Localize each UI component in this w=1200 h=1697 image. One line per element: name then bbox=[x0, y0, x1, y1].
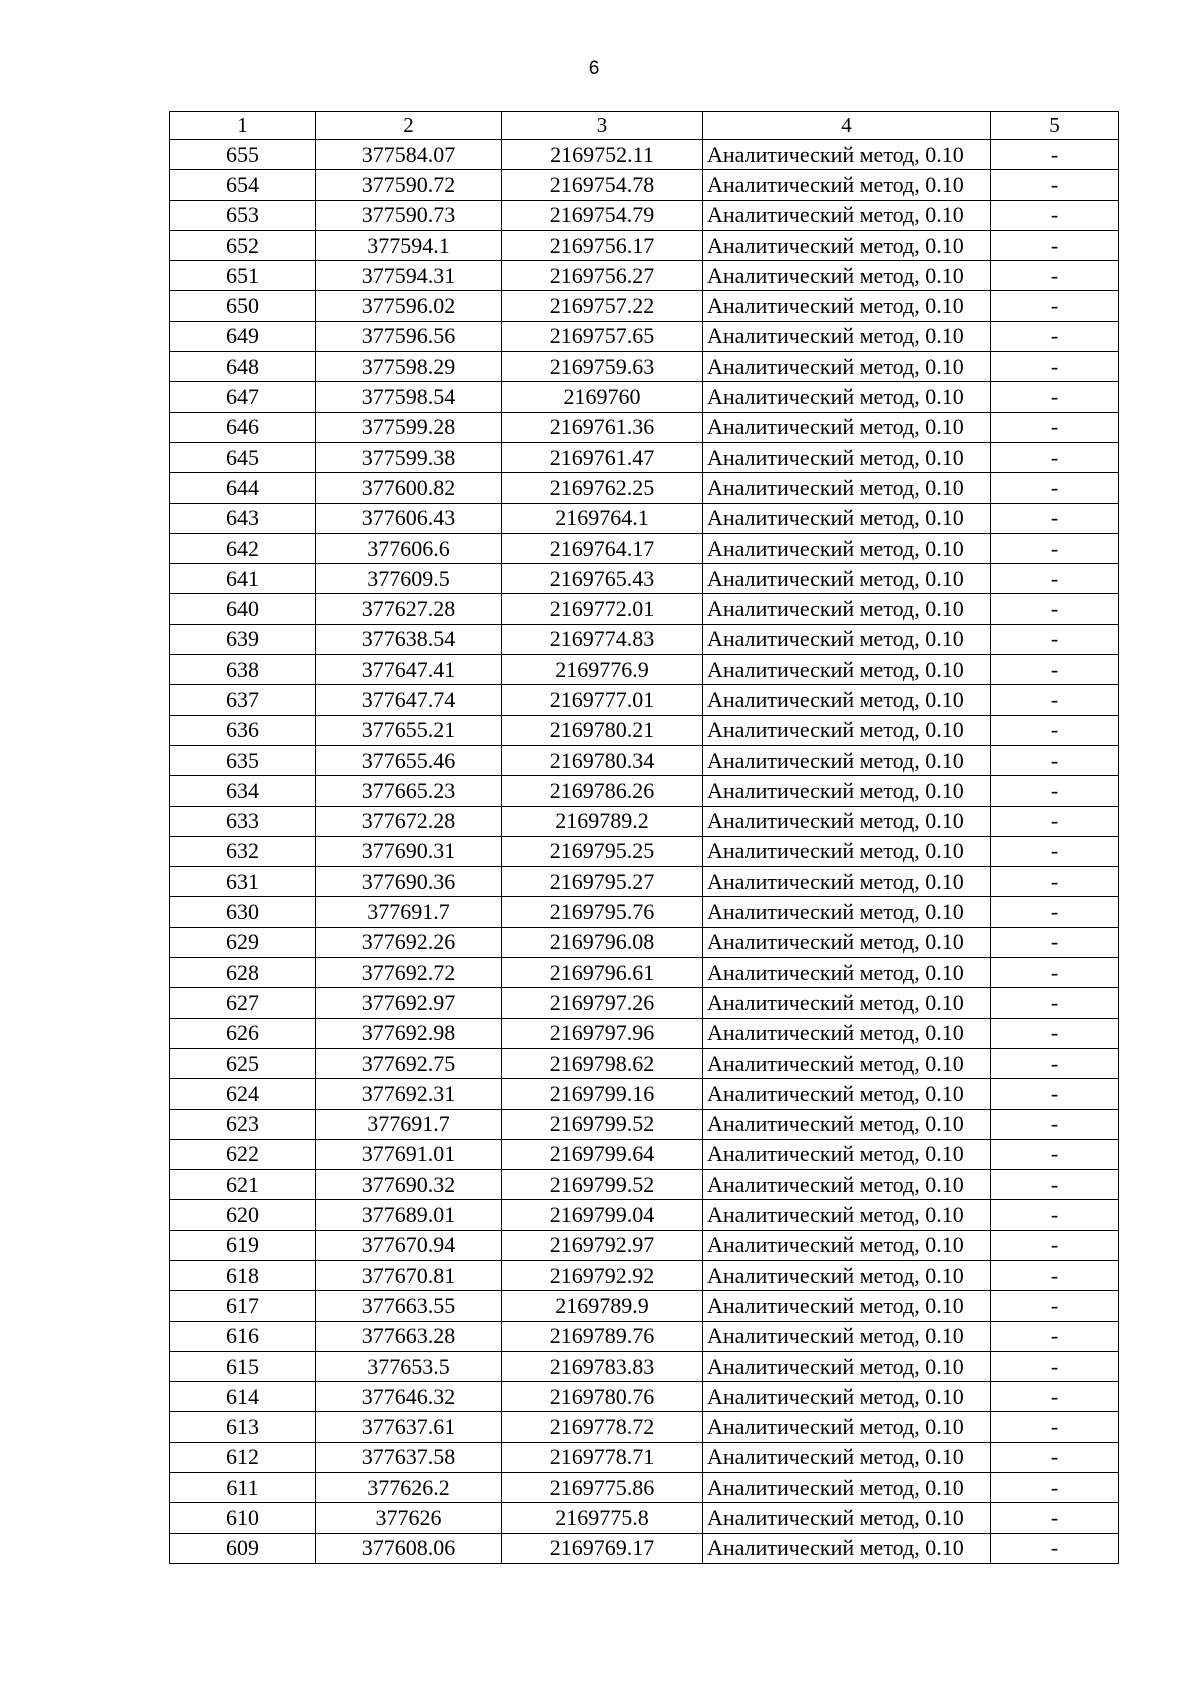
y-coordinate-cell: 2169795.76 bbox=[502, 897, 703, 927]
note-cell: - bbox=[991, 594, 1119, 624]
x-coordinate-cell: 377598.54 bbox=[316, 382, 502, 412]
y-coordinate-cell: 2169786.26 bbox=[502, 776, 703, 806]
note-cell: - bbox=[991, 291, 1119, 321]
note-cell: - bbox=[991, 624, 1119, 654]
table-row bbox=[170, 261, 1119, 291]
y-coordinate-cell: 2169783.83 bbox=[502, 1351, 703, 1381]
point-number-cell: 610 bbox=[170, 1503, 316, 1533]
x-coordinate-cell: 377692.98 bbox=[316, 1018, 502, 1048]
method-cell: Аналитический метод, 0.10 bbox=[703, 230, 991, 260]
table-row bbox=[170, 564, 1119, 594]
y-coordinate-cell: 2169756.27 bbox=[502, 261, 703, 291]
table-row bbox=[170, 958, 1119, 988]
note-cell: - bbox=[991, 200, 1119, 230]
header-cell-1: 1 bbox=[170, 112, 316, 140]
method-cell: Аналитический метод, 0.10 bbox=[703, 1109, 991, 1139]
note-cell: - bbox=[991, 897, 1119, 927]
x-coordinate-cell: 377596.02 bbox=[316, 291, 502, 321]
point-number-cell: 609 bbox=[170, 1533, 316, 1563]
y-coordinate-cell: 2169796.08 bbox=[502, 927, 703, 957]
method-cell: Аналитический метод, 0.10 bbox=[703, 352, 991, 382]
y-coordinate-cell: 2169754.79 bbox=[502, 200, 703, 230]
table-header-row bbox=[170, 112, 1119, 140]
y-coordinate-cell: 2169757.65 bbox=[502, 321, 703, 351]
note-cell: - bbox=[991, 988, 1119, 1018]
method-cell: Аналитический метод, 0.10 bbox=[703, 806, 991, 836]
x-coordinate-cell: 377599.38 bbox=[316, 442, 502, 472]
x-coordinate-cell: 377594.1 bbox=[316, 230, 502, 260]
method-cell: Аналитический метод, 0.10 bbox=[703, 1079, 991, 1109]
y-coordinate-cell: 2169797.96 bbox=[502, 1018, 703, 1048]
x-coordinate-cell: 377596.56 bbox=[316, 321, 502, 351]
point-number-cell: 611 bbox=[170, 1473, 316, 1503]
table-row bbox=[170, 503, 1119, 533]
method-cell: Аналитический метод, 0.10 bbox=[703, 291, 991, 321]
x-coordinate-cell: 377590.72 bbox=[316, 170, 502, 200]
y-coordinate-cell: 2169796.61 bbox=[502, 958, 703, 988]
point-number-cell: 654 bbox=[170, 170, 316, 200]
note-cell: - bbox=[991, 1260, 1119, 1290]
table-row bbox=[170, 1291, 1119, 1321]
note-cell: - bbox=[991, 382, 1119, 412]
point-number-cell: 648 bbox=[170, 352, 316, 382]
point-number-cell: 620 bbox=[170, 1200, 316, 1230]
x-coordinate-cell: 377670.81 bbox=[316, 1260, 502, 1290]
y-coordinate-cell: 2169765.43 bbox=[502, 564, 703, 594]
method-cell: Аналитический метод, 0.10 bbox=[703, 1170, 991, 1200]
point-number-cell: 635 bbox=[170, 745, 316, 775]
note-cell: - bbox=[991, 1170, 1119, 1200]
table-row bbox=[170, 140, 1119, 170]
y-coordinate-cell: 2169754.78 bbox=[502, 170, 703, 200]
point-number-cell: 640 bbox=[170, 594, 316, 624]
note-cell: - bbox=[991, 685, 1119, 715]
y-coordinate-cell: 2169780.76 bbox=[502, 1382, 703, 1412]
note-cell: - bbox=[991, 412, 1119, 442]
note-cell: - bbox=[991, 1382, 1119, 1412]
method-cell: Аналитический метод, 0.10 bbox=[703, 564, 991, 594]
note-cell: - bbox=[991, 776, 1119, 806]
note-cell: - bbox=[991, 564, 1119, 594]
point-number-cell: 634 bbox=[170, 776, 316, 806]
method-cell: Аналитический метод, 0.10 bbox=[703, 473, 991, 503]
x-coordinate-cell: 377606.6 bbox=[316, 533, 502, 563]
table-row bbox=[170, 594, 1119, 624]
note-cell: - bbox=[991, 1291, 1119, 1321]
y-coordinate-cell: 2169752.11 bbox=[502, 140, 703, 170]
x-coordinate-cell: 377606.43 bbox=[316, 503, 502, 533]
method-cell: Аналитический метод, 0.10 bbox=[703, 1382, 991, 1412]
table-row bbox=[170, 685, 1119, 715]
point-number-cell: 641 bbox=[170, 564, 316, 594]
table-row bbox=[170, 1018, 1119, 1048]
note-cell: - bbox=[991, 1412, 1119, 1442]
x-coordinate-cell: 377600.82 bbox=[316, 473, 502, 503]
y-coordinate-cell: 2169792.92 bbox=[502, 1260, 703, 1290]
x-coordinate-cell: 377690.32 bbox=[316, 1170, 502, 1200]
method-cell: Аналитический метод, 0.10 bbox=[703, 1200, 991, 1230]
x-coordinate-cell: 377663.28 bbox=[316, 1321, 502, 1351]
method-cell: Аналитический метод, 0.10 bbox=[703, 382, 991, 412]
point-number-cell: 642 bbox=[170, 533, 316, 563]
method-cell: Аналитический метод, 0.10 bbox=[703, 715, 991, 745]
x-coordinate-cell: 377655.46 bbox=[316, 745, 502, 775]
method-cell: Аналитический метод, 0.10 bbox=[703, 1533, 991, 1563]
y-coordinate-cell: 2169778.72 bbox=[502, 1412, 703, 1442]
method-cell: Аналитический метод, 0.10 bbox=[703, 867, 991, 897]
note-cell: - bbox=[991, 1079, 1119, 1109]
header-cell-3: 3 bbox=[502, 112, 703, 140]
x-coordinate-cell: 377608.06 bbox=[316, 1533, 502, 1563]
table-row bbox=[170, 382, 1119, 412]
point-number-cell: 639 bbox=[170, 624, 316, 654]
method-cell: Аналитический метод, 0.10 bbox=[703, 624, 991, 654]
note-cell: - bbox=[991, 1533, 1119, 1563]
x-coordinate-cell: 377692.31 bbox=[316, 1079, 502, 1109]
point-number-cell: 627 bbox=[170, 988, 316, 1018]
method-cell: Аналитический метод, 0.10 bbox=[703, 1351, 991, 1381]
point-number-cell: 643 bbox=[170, 503, 316, 533]
point-number-cell: 631 bbox=[170, 867, 316, 897]
point-number-cell: 630 bbox=[170, 897, 316, 927]
method-cell: Аналитический метод, 0.10 bbox=[703, 594, 991, 624]
table-row bbox=[170, 473, 1119, 503]
method-cell: Аналитический метод, 0.10 bbox=[703, 1230, 991, 1260]
y-coordinate-cell: 2169761.36 bbox=[502, 412, 703, 442]
method-cell: Аналитический метод, 0.10 bbox=[703, 1442, 991, 1472]
table-row bbox=[170, 1503, 1119, 1533]
x-coordinate-cell: 377646.32 bbox=[316, 1382, 502, 1412]
x-coordinate-cell: 377672.28 bbox=[316, 806, 502, 836]
method-cell: Аналитический метод, 0.10 bbox=[703, 745, 991, 775]
table-row bbox=[170, 624, 1119, 654]
method-cell: Аналитический метод, 0.10 bbox=[703, 261, 991, 291]
table-row bbox=[170, 291, 1119, 321]
table-row bbox=[170, 1321, 1119, 1351]
point-number-cell: 632 bbox=[170, 836, 316, 866]
point-number-cell: 613 bbox=[170, 1412, 316, 1442]
table-row bbox=[170, 1109, 1119, 1139]
point-number-cell: 653 bbox=[170, 200, 316, 230]
point-number-cell: 618 bbox=[170, 1260, 316, 1290]
method-cell: Аналитический метод, 0.10 bbox=[703, 1048, 991, 1078]
method-cell: Аналитический метод, 0.10 bbox=[703, 685, 991, 715]
method-cell: Аналитический метод, 0.10 bbox=[703, 1018, 991, 1048]
x-coordinate-cell: 377637.61 bbox=[316, 1412, 502, 1442]
point-number-cell: 617 bbox=[170, 1291, 316, 1321]
table-row bbox=[170, 321, 1119, 351]
note-cell: - bbox=[991, 1442, 1119, 1472]
y-coordinate-cell: 2169799.52 bbox=[502, 1109, 703, 1139]
note-cell: - bbox=[991, 1503, 1119, 1533]
y-coordinate-cell: 2169764.17 bbox=[502, 533, 703, 563]
method-cell: Аналитический метод, 0.10 bbox=[703, 1260, 991, 1290]
note-cell: - bbox=[991, 140, 1119, 170]
x-coordinate-cell: 377691.7 bbox=[316, 1109, 502, 1139]
note-cell: - bbox=[991, 1473, 1119, 1503]
point-number-cell: 615 bbox=[170, 1351, 316, 1381]
x-coordinate-cell: 377647.41 bbox=[316, 655, 502, 685]
x-coordinate-cell: 377670.94 bbox=[316, 1230, 502, 1260]
method-cell: Аналитический метод, 0.10 bbox=[703, 958, 991, 988]
table-row bbox=[170, 412, 1119, 442]
point-number-cell: 649 bbox=[170, 321, 316, 351]
y-coordinate-cell: 2169789.9 bbox=[502, 1291, 703, 1321]
note-cell: - bbox=[991, 473, 1119, 503]
point-number-cell: 645 bbox=[170, 442, 316, 472]
note-cell: - bbox=[991, 1200, 1119, 1230]
method-cell: Аналитический метод, 0.10 bbox=[703, 140, 991, 170]
x-coordinate-cell: 377691.01 bbox=[316, 1139, 502, 1169]
y-coordinate-cell: 2169769.17 bbox=[502, 1533, 703, 1563]
note-cell: - bbox=[991, 715, 1119, 745]
y-coordinate-cell: 2169777.01 bbox=[502, 685, 703, 715]
x-coordinate-cell: 377689.01 bbox=[316, 1200, 502, 1230]
x-coordinate-cell: 377692.75 bbox=[316, 1048, 502, 1078]
y-coordinate-cell: 2169774.83 bbox=[502, 624, 703, 654]
point-number-cell: 633 bbox=[170, 806, 316, 836]
y-coordinate-cell: 2169789.2 bbox=[502, 806, 703, 836]
table-row bbox=[170, 1382, 1119, 1412]
table-row bbox=[170, 1533, 1119, 1563]
y-coordinate-cell: 2169760 bbox=[502, 382, 703, 412]
method-cell: Аналитический метод, 0.10 bbox=[703, 988, 991, 1018]
note-cell: - bbox=[991, 442, 1119, 472]
y-coordinate-cell: 2169759.63 bbox=[502, 352, 703, 382]
y-coordinate-cell: 2169789.76 bbox=[502, 1321, 703, 1351]
y-coordinate-cell: 2169795.27 bbox=[502, 867, 703, 897]
point-number-cell: 655 bbox=[170, 140, 316, 170]
x-coordinate-cell: 377690.36 bbox=[316, 867, 502, 897]
table-row bbox=[170, 442, 1119, 472]
note-cell: - bbox=[991, 352, 1119, 382]
table-row bbox=[170, 170, 1119, 200]
y-coordinate-cell: 2169799.04 bbox=[502, 1200, 703, 1230]
method-cell: Аналитический метод, 0.10 bbox=[703, 776, 991, 806]
x-coordinate-cell: 377626 bbox=[316, 1503, 502, 1533]
x-coordinate-cell: 377690.31 bbox=[316, 836, 502, 866]
x-coordinate-cell: 377594.31 bbox=[316, 261, 502, 291]
note-cell: - bbox=[991, 745, 1119, 775]
point-number-cell: 624 bbox=[170, 1079, 316, 1109]
note-cell: - bbox=[991, 1139, 1119, 1169]
note-cell: - bbox=[991, 927, 1119, 957]
note-cell: - bbox=[991, 806, 1119, 836]
y-coordinate-cell: 2169795.25 bbox=[502, 836, 703, 866]
method-cell: Аналитический метод, 0.10 bbox=[703, 655, 991, 685]
table-row bbox=[170, 1351, 1119, 1381]
x-coordinate-cell: 377692.72 bbox=[316, 958, 502, 988]
y-coordinate-cell: 2169775.8 bbox=[502, 1503, 703, 1533]
table-row bbox=[170, 1412, 1119, 1442]
note-cell: - bbox=[991, 321, 1119, 351]
x-coordinate-cell: 377626.2 bbox=[316, 1473, 502, 1503]
table-row bbox=[170, 927, 1119, 957]
method-cell: Аналитический метод, 0.10 bbox=[703, 1139, 991, 1169]
table-row bbox=[170, 1079, 1119, 1109]
x-coordinate-cell: 377663.55 bbox=[316, 1291, 502, 1321]
x-coordinate-cell: 377638.54 bbox=[316, 624, 502, 654]
point-number-cell: 629 bbox=[170, 927, 316, 957]
point-number-cell: 628 bbox=[170, 958, 316, 988]
method-cell: Аналитический метод, 0.10 bbox=[703, 442, 991, 472]
method-cell: Аналитический метод, 0.10 bbox=[703, 1412, 991, 1442]
y-coordinate-cell: 2169761.47 bbox=[502, 442, 703, 472]
y-coordinate-cell: 2169780.21 bbox=[502, 715, 703, 745]
point-number-cell: 614 bbox=[170, 1382, 316, 1412]
x-coordinate-cell: 377692.97 bbox=[316, 988, 502, 1018]
x-coordinate-cell: 377691.7 bbox=[316, 897, 502, 927]
note-cell: - bbox=[991, 230, 1119, 260]
table-body bbox=[170, 140, 1119, 1564]
note-cell: - bbox=[991, 1018, 1119, 1048]
point-number-cell: 644 bbox=[170, 473, 316, 503]
table-row bbox=[170, 715, 1119, 745]
x-coordinate-cell: 377609.5 bbox=[316, 564, 502, 594]
method-cell: Аналитический метод, 0.10 bbox=[703, 503, 991, 533]
method-cell: Аналитический метод, 0.10 bbox=[703, 321, 991, 351]
header-cell-5: 5 bbox=[991, 112, 1119, 140]
note-cell: - bbox=[991, 1230, 1119, 1260]
x-coordinate-cell: 377598.29 bbox=[316, 352, 502, 382]
method-cell: Аналитический метод, 0.10 bbox=[703, 1473, 991, 1503]
y-coordinate-cell: 2169778.71 bbox=[502, 1442, 703, 1472]
y-coordinate-cell: 2169799.52 bbox=[502, 1170, 703, 1200]
table-row bbox=[170, 1139, 1119, 1169]
x-coordinate-cell: 377627.28 bbox=[316, 594, 502, 624]
note-cell: - bbox=[991, 1351, 1119, 1381]
table-row bbox=[170, 230, 1119, 260]
y-coordinate-cell: 2169762.25 bbox=[502, 473, 703, 503]
table-row bbox=[170, 745, 1119, 775]
point-number-cell: 647 bbox=[170, 382, 316, 412]
y-coordinate-cell: 2169799.64 bbox=[502, 1139, 703, 1169]
table-row bbox=[170, 1442, 1119, 1472]
note-cell: - bbox=[991, 1109, 1119, 1139]
header-cell-2: 2 bbox=[316, 112, 502, 140]
table-row bbox=[170, 897, 1119, 927]
point-number-cell: 619 bbox=[170, 1230, 316, 1260]
header-cell-4: 4 bbox=[703, 112, 991, 140]
method-cell: Аналитический метод, 0.10 bbox=[703, 200, 991, 230]
method-cell: Аналитический метод, 0.10 bbox=[703, 836, 991, 866]
note-cell: - bbox=[991, 503, 1119, 533]
y-coordinate-cell: 2169799.16 bbox=[502, 1079, 703, 1109]
method-cell: Аналитический метод, 0.10 bbox=[703, 897, 991, 927]
table-row bbox=[170, 1048, 1119, 1078]
y-coordinate-cell: 2169756.17 bbox=[502, 230, 703, 260]
method-cell: Аналитический метод, 0.10 bbox=[703, 1321, 991, 1351]
table-row bbox=[170, 200, 1119, 230]
table-row bbox=[170, 988, 1119, 1018]
table-row bbox=[170, 1200, 1119, 1230]
y-coordinate-cell: 2169764.1 bbox=[502, 503, 703, 533]
coordinates-table bbox=[169, 111, 1119, 1564]
note-cell: - bbox=[991, 533, 1119, 563]
note-cell: - bbox=[991, 867, 1119, 897]
point-number-cell: 626 bbox=[170, 1018, 316, 1048]
point-number-cell: 625 bbox=[170, 1048, 316, 1078]
point-number-cell: 622 bbox=[170, 1139, 316, 1169]
table-row bbox=[170, 1230, 1119, 1260]
note-cell: - bbox=[991, 1321, 1119, 1351]
point-number-cell: 621 bbox=[170, 1170, 316, 1200]
x-coordinate-cell: 377692.26 bbox=[316, 927, 502, 957]
y-coordinate-cell: 2169776.9 bbox=[502, 655, 703, 685]
y-coordinate-cell: 2169757.22 bbox=[502, 291, 703, 321]
x-coordinate-cell: 377599.28 bbox=[316, 412, 502, 442]
x-coordinate-cell: 377655.21 bbox=[316, 715, 502, 745]
y-coordinate-cell: 2169797.26 bbox=[502, 988, 703, 1018]
point-number-cell: 650 bbox=[170, 291, 316, 321]
table-row bbox=[170, 352, 1119, 382]
table-row bbox=[170, 1260, 1119, 1290]
point-number-cell: 652 bbox=[170, 230, 316, 260]
x-coordinate-cell: 377590.73 bbox=[316, 200, 502, 230]
point-number-cell: 646 bbox=[170, 412, 316, 442]
table-row bbox=[170, 655, 1119, 685]
table-row bbox=[170, 867, 1119, 897]
note-cell: - bbox=[991, 170, 1119, 200]
x-coordinate-cell: 377653.5 bbox=[316, 1351, 502, 1381]
table-row bbox=[170, 806, 1119, 836]
y-coordinate-cell: 2169780.34 bbox=[502, 745, 703, 775]
x-coordinate-cell: 377647.74 bbox=[316, 685, 502, 715]
note-cell: - bbox=[991, 261, 1119, 291]
table-row bbox=[170, 836, 1119, 866]
note-cell: - bbox=[991, 958, 1119, 988]
method-cell: Аналитический метод, 0.10 bbox=[703, 1291, 991, 1321]
table-row bbox=[170, 1170, 1119, 1200]
method-cell: Аналитический метод, 0.10 bbox=[703, 170, 991, 200]
y-coordinate-cell: 2169775.86 bbox=[502, 1473, 703, 1503]
point-number-cell: 612 bbox=[170, 1442, 316, 1472]
note-cell: - bbox=[991, 836, 1119, 866]
x-coordinate-cell: 377637.58 bbox=[316, 1442, 502, 1472]
y-coordinate-cell: 2169792.97 bbox=[502, 1230, 703, 1260]
table-row bbox=[170, 776, 1119, 806]
method-cell: Аналитический метод, 0.10 bbox=[703, 927, 991, 957]
page-number: 6 bbox=[588, 58, 600, 79]
table-row bbox=[170, 1473, 1119, 1503]
x-coordinate-cell: 377584.07 bbox=[316, 140, 502, 170]
y-coordinate-cell: 2169772.01 bbox=[502, 594, 703, 624]
method-cell: Аналитический метод, 0.10 bbox=[703, 412, 991, 442]
point-number-cell: 636 bbox=[170, 715, 316, 745]
point-number-cell: 638 bbox=[170, 655, 316, 685]
y-coordinate-cell: 2169798.62 bbox=[502, 1048, 703, 1078]
note-cell: - bbox=[991, 655, 1119, 685]
x-coordinate-cell: 377665.23 bbox=[316, 776, 502, 806]
point-number-cell: 623 bbox=[170, 1109, 316, 1139]
point-number-cell: 651 bbox=[170, 261, 316, 291]
point-number-cell: 637 bbox=[170, 685, 316, 715]
note-cell: - bbox=[991, 1048, 1119, 1078]
method-cell: Аналитический метод, 0.10 bbox=[703, 533, 991, 563]
table-row bbox=[170, 533, 1119, 563]
method-cell: Аналитический метод, 0.10 bbox=[703, 1503, 991, 1533]
point-number-cell: 616 bbox=[170, 1321, 316, 1351]
